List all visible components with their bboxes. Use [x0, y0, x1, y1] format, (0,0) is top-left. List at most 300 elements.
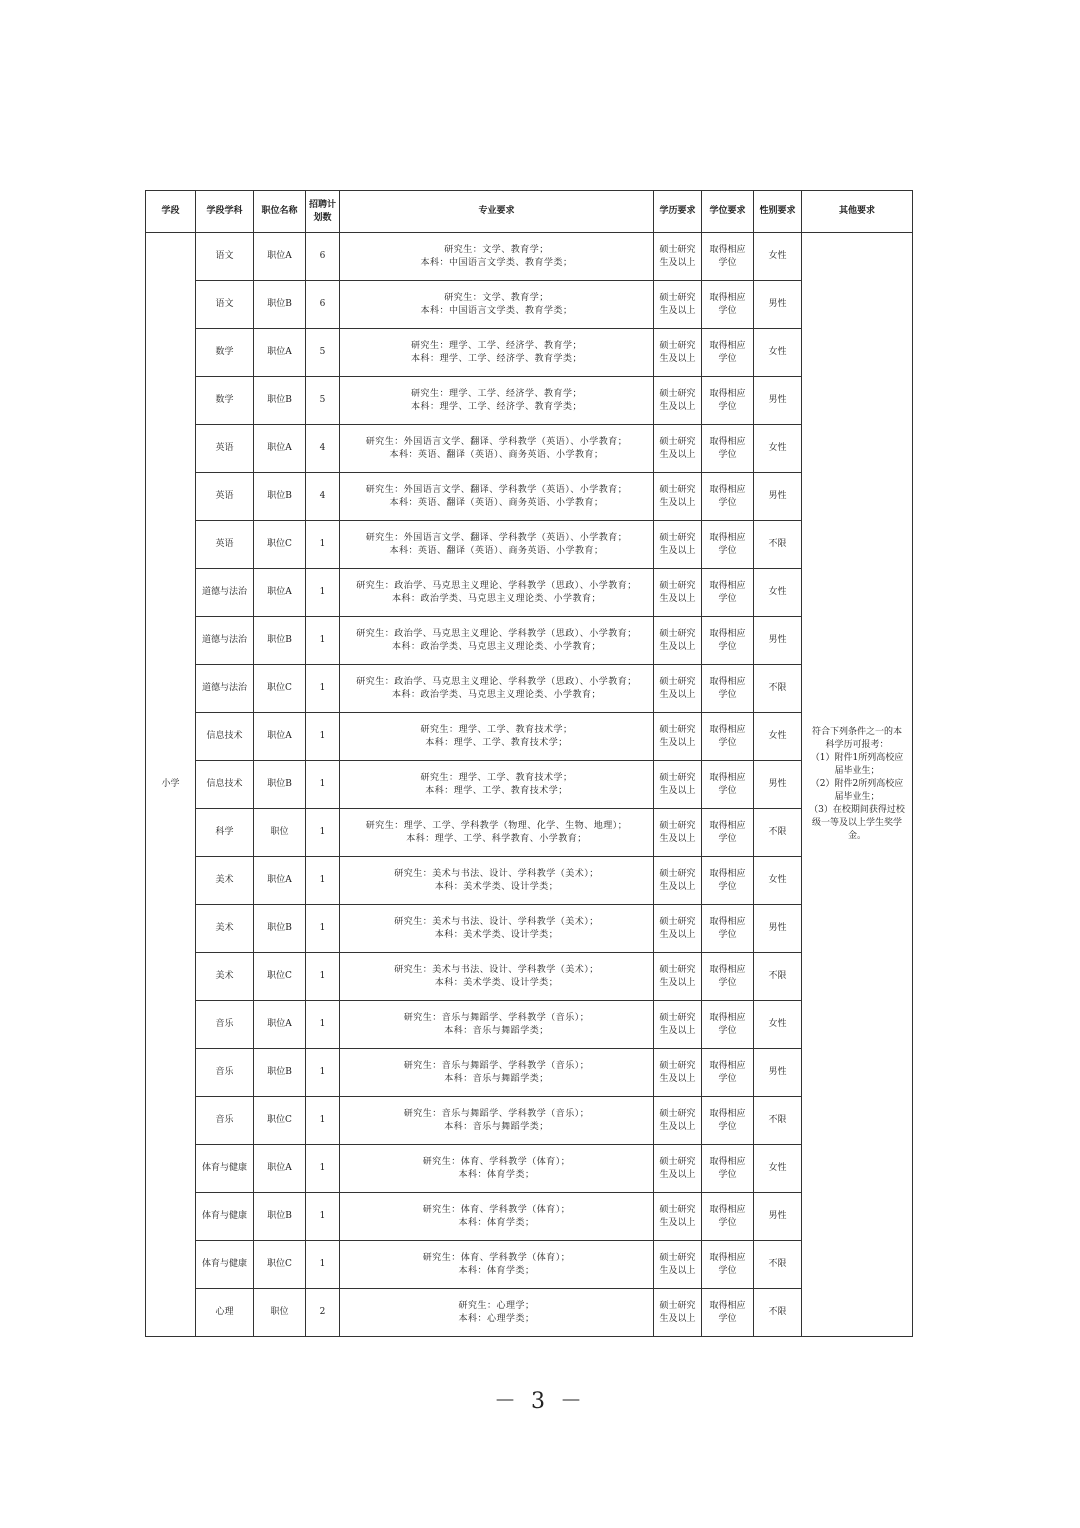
education-line2: 生及以上 — [659, 497, 696, 508]
education-line1: 硕士研究 — [659, 388, 696, 399]
degree-cell — [702, 425, 754, 473]
position-cell: 职位B — [254, 473, 306, 521]
major-cell — [340, 1289, 654, 1337]
education-line1: 硕士研究 — [659, 484, 696, 495]
header-degree: 学位要求 — [702, 191, 754, 233]
major-grad-text: 研究生：理学、工学、经济学、教育学； — [410, 340, 582, 351]
education-line2: 生及以上 — [659, 929, 696, 940]
subject-cell: 英语 — [196, 425, 254, 473]
header-position: 职位名称 — [254, 191, 306, 233]
degree-cell — [702, 809, 754, 857]
table-row — [146, 905, 913, 953]
table-row — [146, 1049, 913, 1097]
degree-cell — [702, 473, 754, 521]
degree-cell — [702, 233, 754, 281]
education-cell — [654, 281, 702, 329]
education-cell — [654, 1097, 702, 1145]
major-grad-text: 研究生：音乐与舞蹈学、学科教学（音乐）； — [403, 1012, 590, 1023]
degree-line2: 学位 — [718, 689, 737, 700]
major-grad-text: 研究生：文学、教育学； — [444, 292, 549, 303]
education-cell — [654, 569, 702, 617]
education-line2: 生及以上 — [659, 257, 696, 268]
gender-cell: 男性 — [754, 377, 802, 425]
table-body — [146, 233, 913, 1337]
header-row — [146, 191, 913, 233]
education-cell — [654, 425, 702, 473]
degree-cell — [702, 329, 754, 377]
table-row — [146, 1289, 913, 1337]
major-cell — [340, 713, 654, 761]
other-requirement-line: （3）在校期间获得过校 — [809, 805, 905, 815]
table-row — [146, 521, 913, 569]
table-row — [146, 233, 913, 281]
subject-cell: 体育与健康 — [196, 1193, 254, 1241]
table-row — [146, 473, 913, 521]
major-ug-text: 本科：理学、工学、教育技术学； — [425, 785, 568, 796]
education-line2: 生及以上 — [659, 1265, 696, 1276]
major-cell — [340, 953, 654, 1001]
degree-line2: 学位 — [718, 593, 737, 604]
education-line2: 生及以上 — [659, 1121, 696, 1132]
gender-cell: 不限 — [754, 1097, 802, 1145]
major-cell — [340, 1241, 654, 1289]
gender-cell: 男性 — [754, 905, 802, 953]
stage-cell: 小学 — [146, 233, 196, 1337]
position-cell: 职位C — [254, 1097, 306, 1145]
position-cell: 职位A — [254, 233, 306, 281]
degree-cell — [702, 377, 754, 425]
count-cell: 1 — [306, 1145, 340, 1193]
major-ug-text: 本科：理学、工学、教育技术学； — [425, 737, 568, 748]
education-cell — [654, 905, 702, 953]
major-grad-text: 研究生：美术与书法、设计、学科教学（美术）； — [394, 868, 599, 879]
degree-line1: 取得相应 — [709, 580, 746, 591]
subject-cell: 语文 — [196, 281, 254, 329]
degree-line2: 学位 — [718, 977, 737, 988]
degree-line1: 取得相应 — [709, 1156, 746, 1167]
count-cell: 1 — [306, 1001, 340, 1049]
gender-cell: 男性 — [754, 473, 802, 521]
table-row — [146, 617, 913, 665]
major-ug-text: 本科：政治学类、马克思主义理论类、小学教育； — [391, 641, 601, 652]
major-cell — [340, 617, 654, 665]
education-line1: 硕士研究 — [659, 340, 696, 351]
major-cell — [340, 1097, 654, 1145]
degree-line1: 取得相应 — [709, 820, 746, 831]
major-ug-text: 本科：政治学类、马克思主义理论类、小学教育； — [391, 593, 601, 604]
header-plan — [306, 191, 340, 233]
degree-line2: 学位 — [718, 497, 737, 508]
major-ug-text: 本科：英语、翻译（英语）、商务英语、小学教育； — [389, 545, 604, 556]
major-grad-text: 研究生：体育、学科教学（体育）； — [422, 1156, 571, 1167]
degree-line1: 取得相应 — [709, 916, 746, 927]
subject-cell: 音乐 — [196, 1097, 254, 1145]
count-cell: 1 — [306, 809, 340, 857]
education-line1: 硕士研究 — [659, 628, 696, 639]
degree-line1: 取得相应 — [709, 292, 746, 303]
degree-line1: 取得相应 — [709, 676, 746, 687]
count-cell: 1 — [306, 521, 340, 569]
education-line2: 生及以上 — [659, 1217, 696, 1228]
education-line1: 硕士研究 — [659, 916, 696, 927]
header-plan-line1: 招聘计 — [308, 199, 336, 210]
count-cell: 1 — [306, 713, 340, 761]
position-cell: 职位A — [254, 713, 306, 761]
education-line1: 硕士研究 — [659, 1252, 696, 1263]
major-cell — [340, 281, 654, 329]
degree-line1: 取得相应 — [709, 340, 746, 351]
education-line1: 硕士研究 — [659, 868, 696, 879]
table-row — [146, 1241, 913, 1289]
degree-line1: 取得相应 — [709, 1108, 746, 1119]
degree-line2: 学位 — [718, 833, 737, 844]
education-line1: 硕士研究 — [659, 820, 696, 831]
subject-cell: 信息技术 — [196, 761, 254, 809]
education-line1: 硕士研究 — [659, 1012, 696, 1023]
count-cell: 4 — [306, 425, 340, 473]
degree-cell — [702, 521, 754, 569]
table-row — [146, 1145, 913, 1193]
degree-line1: 取得相应 — [709, 484, 746, 495]
table-row — [146, 857, 913, 905]
degree-line2: 学位 — [718, 881, 737, 892]
education-cell — [654, 1049, 702, 1097]
degree-line2: 学位 — [718, 1217, 737, 1228]
education-cell — [654, 761, 702, 809]
education-cell — [654, 1001, 702, 1049]
education-line2: 生及以上 — [659, 641, 696, 652]
degree-line2: 学位 — [718, 1025, 737, 1036]
major-ug-text: 本科：体育学类； — [458, 1265, 535, 1276]
other-requirements-cell — [802, 233, 913, 1337]
count-cell: 1 — [306, 761, 340, 809]
major-cell — [340, 905, 654, 953]
count-cell: 4 — [306, 473, 340, 521]
major-ug-text: 本科：英语、翻译（英语）、商务英语、小学教育； — [389, 497, 604, 508]
education-line1: 硕士研究 — [659, 1204, 696, 1215]
gender-cell: 不限 — [754, 1241, 802, 1289]
degree-line1: 取得相应 — [709, 628, 746, 639]
major-cell — [340, 1001, 654, 1049]
subject-cell: 英语 — [196, 473, 254, 521]
degree-line2: 学位 — [718, 449, 737, 460]
major-cell — [340, 1193, 654, 1241]
degree-cell — [702, 1289, 754, 1337]
header-gender: 性别要求 — [754, 191, 802, 233]
position-cell: 职位A — [254, 425, 306, 473]
gender-cell: 不限 — [754, 665, 802, 713]
degree-line2: 学位 — [718, 401, 737, 412]
gender-cell: 不限 — [754, 521, 802, 569]
other-requirement-line: 届毕业生； — [834, 766, 880, 776]
education-line1: 硕士研究 — [659, 244, 696, 255]
subject-cell: 道德与法治 — [196, 665, 254, 713]
count-cell: 1 — [306, 665, 340, 713]
education-line2: 生及以上 — [659, 1169, 696, 1180]
education-cell — [654, 1193, 702, 1241]
table-row — [146, 377, 913, 425]
major-ug-text: 本科：政治学类、马克思主义理论类、小学教育； — [391, 689, 601, 700]
table-row — [146, 425, 913, 473]
education-line2: 生及以上 — [659, 1025, 696, 1036]
education-line1: 硕士研究 — [659, 724, 696, 735]
degree-cell — [702, 953, 754, 1001]
major-cell — [340, 425, 654, 473]
position-cell: 职位C — [254, 665, 306, 713]
gender-cell: 男性 — [754, 1049, 802, 1097]
degree-cell — [702, 1241, 754, 1289]
degree-line2: 学位 — [718, 1073, 737, 1084]
table-row — [146, 953, 913, 1001]
major-cell — [340, 473, 654, 521]
gender-cell: 不限 — [754, 809, 802, 857]
degree-line1: 取得相应 — [709, 436, 746, 447]
major-cell — [340, 1049, 654, 1097]
major-grad-text: 研究生：政治学、马克思主义理论、学科教学（思政）、小学教育； — [356, 628, 637, 639]
degree-cell — [702, 1145, 754, 1193]
subject-cell: 美术 — [196, 905, 254, 953]
table-row — [146, 713, 913, 761]
degree-cell — [702, 1193, 754, 1241]
position-cell: 职位B — [254, 1049, 306, 1097]
education-line2: 生及以上 — [659, 1073, 696, 1084]
position-cell: 职位 — [254, 809, 306, 857]
degree-line1: 取得相应 — [709, 724, 746, 735]
other-requirement-line: 金。 — [847, 831, 866, 841]
major-cell — [340, 857, 654, 905]
subject-cell: 心理 — [196, 1289, 254, 1337]
education-cell — [654, 473, 702, 521]
major-grad-text: 研究生：美术与书法、设计、学科教学（美术）； — [394, 916, 599, 927]
education-cell — [654, 665, 702, 713]
gender-cell: 女性 — [754, 1001, 802, 1049]
gender-cell: 女性 — [754, 857, 802, 905]
count-cell: 1 — [306, 569, 340, 617]
major-grad-text: 研究生：理学、工学、学科教学（物理、化学、生物、地理）； — [365, 820, 628, 831]
education-cell — [654, 809, 702, 857]
education-line2: 生及以上 — [659, 833, 696, 844]
major-grad-text: 研究生：政治学、马克思主义理论、学科教学（思政）、小学教育； — [356, 676, 637, 687]
education-line2: 生及以上 — [659, 689, 696, 700]
major-cell — [340, 521, 654, 569]
count-cell: 1 — [306, 1193, 340, 1241]
degree-line1: 取得相应 — [709, 244, 746, 255]
major-cell — [340, 809, 654, 857]
degree-cell — [702, 281, 754, 329]
count-cell: 1 — [306, 857, 340, 905]
education-line1: 硕士研究 — [659, 1156, 696, 1167]
major-ug-text: 本科：理学、工学、经济学、教育学类； — [410, 401, 582, 412]
position-cell: 职位C — [254, 1241, 306, 1289]
degree-cell — [702, 617, 754, 665]
header-subject: 学段学科 — [196, 191, 254, 233]
degree-line2: 学位 — [718, 1313, 737, 1324]
major-ug-text: 本科：心理学类； — [458, 1313, 535, 1324]
degree-line1: 取得相应 — [709, 868, 746, 879]
degree-line1: 取得相应 — [709, 1012, 746, 1023]
other-requirement-line: （1）附件1所列高校应 — [810, 753, 904, 763]
major-ug-text: 本科：美术学类、设计学类； — [434, 881, 559, 892]
major-ug-text: 本科：美术学类、设计学类； — [434, 977, 559, 988]
position-cell: 职位B — [254, 1193, 306, 1241]
count-cell: 5 — [306, 329, 340, 377]
other-requirement-line: 符合下列条件之一的本 — [811, 727, 902, 737]
education-line1: 硕士研究 — [659, 1060, 696, 1071]
degree-line2: 学位 — [718, 929, 737, 940]
subject-cell: 道德与法治 — [196, 617, 254, 665]
table-row — [146, 569, 913, 617]
table-row — [146, 809, 913, 857]
major-grad-text: 研究生：体育、学科教学（体育）； — [422, 1252, 571, 1263]
count-cell: 1 — [306, 905, 340, 953]
degree-cell — [702, 1097, 754, 1145]
gender-cell: 女性 — [754, 329, 802, 377]
gender-cell: 女性 — [754, 425, 802, 473]
degree-cell — [702, 1001, 754, 1049]
education-line1: 硕士研究 — [659, 676, 696, 687]
major-grad-text: 研究生：理学、工学、经济学、教育学； — [410, 388, 582, 399]
education-cell — [654, 1241, 702, 1289]
header-other: 其他要求 — [802, 191, 913, 233]
gender-cell: 女性 — [754, 1145, 802, 1193]
gender-cell: 男性 — [754, 281, 802, 329]
degree-line1: 取得相应 — [709, 1060, 746, 1071]
position-cell: 职位C — [254, 521, 306, 569]
position-cell: 职位A — [254, 1145, 306, 1193]
position-cell: 职位B — [254, 617, 306, 665]
major-ug-text: 本科：音乐与舞蹈学类； — [444, 1073, 549, 1084]
degree-line2: 学位 — [718, 641, 737, 652]
education-line2: 生及以上 — [659, 1313, 696, 1324]
major-grad-text: 研究生：理学、工学、教育技术学； — [420, 772, 573, 783]
header-major: 专业要求 — [340, 191, 654, 233]
count-cell: 1 — [306, 953, 340, 1001]
education-line1: 硕士研究 — [659, 436, 696, 447]
education-line1: 硕士研究 — [659, 1300, 696, 1311]
major-grad-text: 研究生：外国语言文学、翻译、学科教学（英语）、小学教育； — [365, 436, 628, 447]
education-cell — [654, 713, 702, 761]
education-line2: 生及以上 — [659, 977, 696, 988]
major-grad-text: 研究生：文学、教育学； — [444, 244, 549, 255]
subject-cell: 英语 — [196, 521, 254, 569]
degree-line1: 取得相应 — [709, 532, 746, 543]
major-ug-text: 本科：英语、翻译（英语）、商务英语、小学教育； — [389, 449, 604, 460]
table-row — [146, 1193, 913, 1241]
degree-line2: 学位 — [718, 353, 737, 364]
major-cell — [340, 1145, 654, 1193]
position-cell: 职位B — [254, 281, 306, 329]
degree-line2: 学位 — [718, 305, 737, 316]
degree-cell — [702, 665, 754, 713]
subject-cell: 道德与法治 — [196, 569, 254, 617]
education-line2: 生及以上 — [659, 353, 696, 364]
subject-cell: 美术 — [196, 953, 254, 1001]
subject-cell: 科学 — [196, 809, 254, 857]
table-row — [146, 761, 913, 809]
position-cell: 职位B — [254, 377, 306, 425]
education-cell — [654, 329, 702, 377]
major-ug-text: 本科：音乐与舞蹈学类； — [444, 1025, 549, 1036]
degree-cell — [702, 905, 754, 953]
count-cell: 5 — [306, 377, 340, 425]
position-cell: 职位A — [254, 569, 306, 617]
subject-cell: 音乐 — [196, 1001, 254, 1049]
gender-cell: 女性 — [754, 233, 802, 281]
major-ug-text: 本科：中国语言文学类、教育学类； — [420, 305, 573, 316]
degree-line2: 学位 — [718, 737, 737, 748]
education-cell — [654, 233, 702, 281]
header-stage: 学段 — [146, 191, 196, 233]
page-number: － 3 － — [494, 1389, 586, 1414]
degree-cell — [702, 857, 754, 905]
count-cell: 1 — [306, 617, 340, 665]
subject-cell: 信息技术 — [196, 713, 254, 761]
other-requirement-line: （2）附件2所列高校应 — [810, 779, 904, 789]
gender-cell: 不限 — [754, 1289, 802, 1337]
major-ug-text: 本科：理学、工学、经济学、教育学类； — [410, 353, 582, 364]
major-grad-text: 研究生：理学、工学、教育技术学； — [420, 724, 573, 735]
degree-line2: 学位 — [718, 785, 737, 796]
degree-line1: 取得相应 — [709, 772, 746, 783]
position-cell: 职位A — [254, 1001, 306, 1049]
major-grad-text: 研究生：外国语言文学、翻译、学科教学（英语）、小学教育； — [365, 484, 628, 495]
major-cell — [340, 665, 654, 713]
position-cell: 职位 — [254, 1289, 306, 1337]
education-line1: 硕士研究 — [659, 772, 696, 783]
major-grad-text: 研究生：美术与书法、设计、学科教学（美术）； — [394, 964, 599, 975]
count-cell: 1 — [306, 1049, 340, 1097]
subject-cell: 音乐 — [196, 1049, 254, 1097]
gender-cell: 女性 — [754, 569, 802, 617]
education-cell — [654, 377, 702, 425]
count-cell: 1 — [306, 1097, 340, 1145]
degree-line2: 学位 — [718, 257, 737, 268]
subject-cell: 数学 — [196, 329, 254, 377]
education-line2: 生及以上 — [659, 737, 696, 748]
education-line2: 生及以上 — [659, 401, 696, 412]
degree-cell — [702, 713, 754, 761]
subject-cell: 数学 — [196, 377, 254, 425]
major-ug-text: 本科：体育学类； — [458, 1169, 535, 1180]
education-line1: 硕士研究 — [659, 1108, 696, 1119]
major-ug-text: 本科：音乐与舞蹈学类； — [444, 1121, 549, 1132]
count-cell: 6 — [306, 233, 340, 281]
count-cell: 2 — [306, 1289, 340, 1337]
subject-cell: 体育与健康 — [196, 1145, 254, 1193]
subject-cell: 美术 — [196, 857, 254, 905]
education-cell — [654, 1145, 702, 1193]
education-line2: 生及以上 — [659, 785, 696, 796]
position-cell: 职位B — [254, 905, 306, 953]
education-line2: 生及以上 — [659, 593, 696, 604]
major-grad-text: 研究生：政治学、马克思主义理论、学科教学（思政）、小学教育； — [356, 580, 637, 591]
major-ug-text: 本科：美术学类、设计学类； — [434, 929, 559, 940]
position-cell: 职位A — [254, 329, 306, 377]
degree-line2: 学位 — [718, 1169, 737, 1180]
major-cell — [340, 329, 654, 377]
education-cell — [654, 617, 702, 665]
degree-line2: 学位 — [718, 1121, 737, 1132]
degree-cell — [702, 1049, 754, 1097]
degree-line1: 取得相应 — [709, 964, 746, 975]
major-cell — [340, 233, 654, 281]
education-line1: 硕士研究 — [659, 292, 696, 303]
table-row — [146, 1097, 913, 1145]
position-cell: 职位A — [254, 857, 306, 905]
gender-cell: 男性 — [754, 1193, 802, 1241]
gender-cell: 不限 — [754, 953, 802, 1001]
education-line2: 生及以上 — [659, 449, 696, 460]
